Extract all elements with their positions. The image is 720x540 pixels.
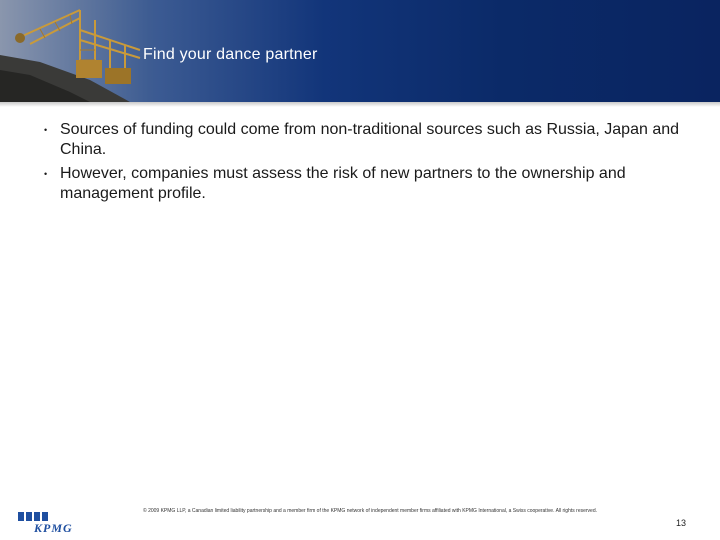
page-number: 13 — [676, 518, 687, 528]
bullet-list — [44, 120, 694, 208]
header-divider — [0, 102, 720, 107]
bullet-text: Sources of funding could come from non-traditional sources such as Russia, Japan and China. — [60, 121, 680, 158]
bullet-text: However, companies must assess the risk of new partners to the ownership and management profile. — [60, 165, 626, 202]
bullet-marker: • — [44, 125, 48, 135]
copyright-notice: © 2009 KPMG LLP, a Canadian limited liability partnership and a member firm of the KPMG network of independent member firms affiliated with KPMG International, a Swiss cooperative. All rights reserved. — [143, 508, 597, 514]
mining-stacker-photo — [0, 0, 150, 102]
slide-title: Find your dance partner — [143, 46, 318, 63]
list-item — [44, 164, 694, 204]
bullet-marker: • — [44, 169, 48, 179]
kpmg-logo — [14, 510, 86, 534]
header-banner — [0, 0, 720, 102]
list-item — [44, 120, 694, 160]
svg-text:KPMG: KPMG — [34, 521, 73, 534]
